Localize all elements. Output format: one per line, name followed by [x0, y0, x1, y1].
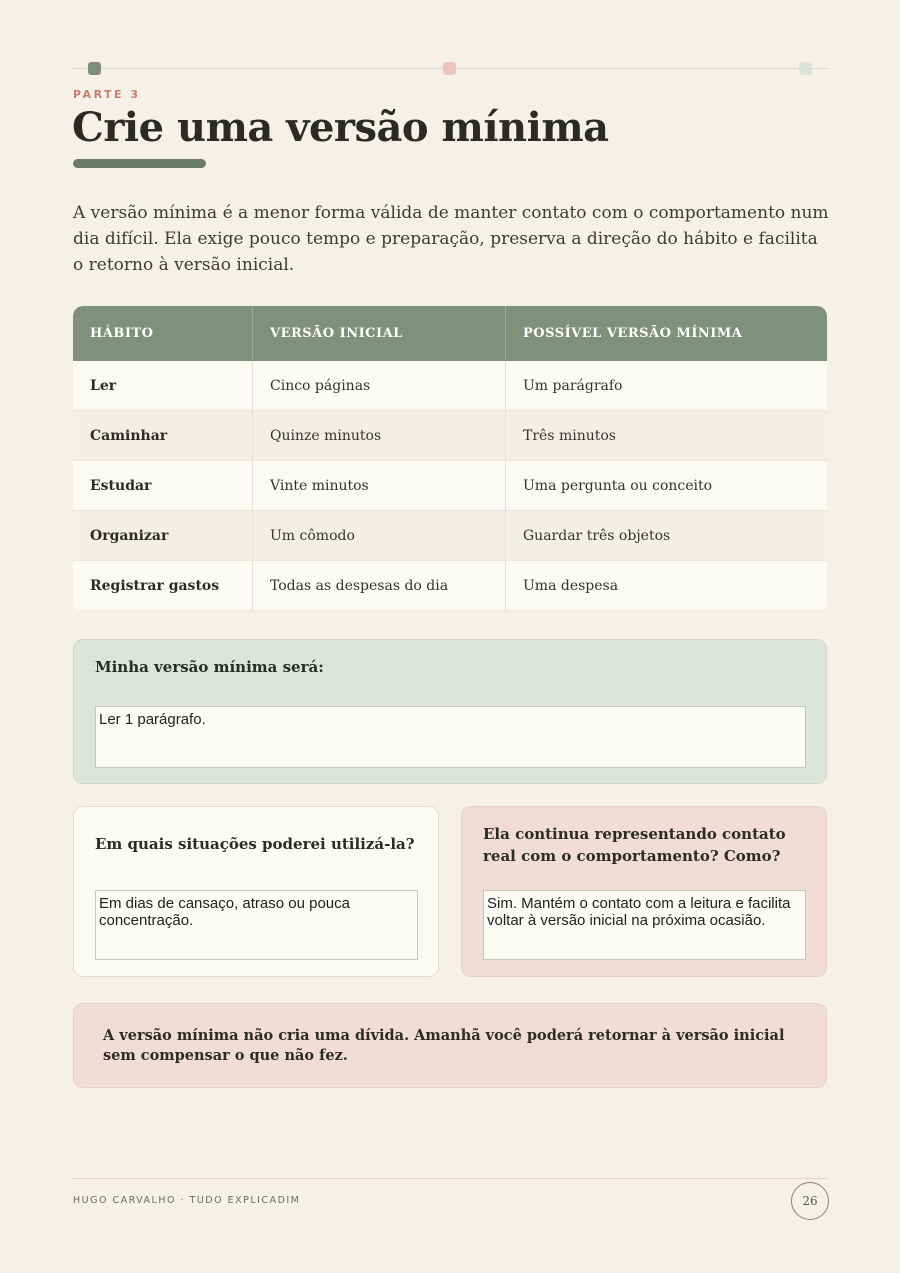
table-cell: Caminhar [73, 411, 253, 460]
table-cell: Uma despesa [523, 577, 619, 594]
table-row [73, 361, 827, 411]
table-row [73, 561, 827, 611]
column-header-habit: HÁBITO [73, 306, 253, 361]
page-number: 26 [791, 1182, 829, 1220]
situations-label: Em quais situações poderei utilizá-la? [95, 835, 415, 853]
title-underline [73, 159, 206, 168]
minimal-version-box [73, 639, 827, 784]
pink-square-marker [443, 62, 456, 75]
habits-table [73, 306, 827, 611]
footer-divider [73, 1178, 827, 1179]
column-header-initial-version: VERSÃO INICIAL [253, 306, 506, 361]
table-cell: Um cômodo [253, 511, 506, 560]
table-cell: Uma pergunta ou conceito [523, 477, 713, 494]
table-row [73, 411, 827, 461]
section-kicker: PARTE 3 [73, 88, 141, 101]
minimal-version-field[interactable]: Ler 1 parágrafo. [95, 706, 806, 768]
situations-field[interactable]: Em dias de cansaço, atraso ou pouca concentração. [95, 890, 418, 960]
green-square-marker [88, 62, 101, 75]
light-green-square-marker [799, 62, 812, 75]
table-row [73, 511, 827, 561]
note-box [73, 1003, 827, 1088]
page-title: Crie uma versão mínima [72, 104, 609, 151]
table-cell: Vinte minutos [253, 461, 506, 510]
table-body [73, 361, 827, 611]
real-contact-label: Ela continua representando contato real com o comportamento? Como? [483, 825, 786, 865]
decorative-header-line [73, 62, 828, 76]
real-contact-box [461, 806, 827, 977]
column-header-minimal-version: POSSÍVEL VERSÃO MÍNIMA [523, 326, 743, 341]
intro-paragraph: A versão mínima é a menor forma válida de manter contato com o comportamento num dia difícil. Ela exige pouco tempo e preparação, preserva a direção do hábito e facilita o retorno à versão inicial. [73, 203, 829, 275]
table-row [73, 461, 827, 511]
table-cell: Ler [73, 361, 253, 410]
table-cell: Três minutos [523, 427, 616, 444]
table-cell: Organizar [73, 511, 253, 560]
real-contact-field[interactable]: Sim. Mantém o contato com a leitura e facilita voltar à versão inicial na próxima ocasião. [483, 890, 806, 960]
situations-box [73, 806, 439, 977]
note-text: A versão mínima não cria uma dívida. Amanhã você poderá retornar à versão inicial sem compensar o que não fez. [103, 1027, 785, 1064]
minimal-version-label: Minha versão mínima será: [95, 658, 324, 676]
table-cell: Cinco páginas [253, 361, 506, 410]
table-cell: Todas as despesas do dia [253, 561, 506, 610]
table-cell: Um parágrafo [523, 377, 623, 394]
table-cell: Estudar [73, 461, 253, 510]
table-header [73, 306, 827, 361]
footer-author: HUGO CARVALHO · TUDO EXPLICADIM [73, 1195, 301, 1206]
table-cell: Guardar três objetos [523, 527, 671, 544]
table-cell: Registrar gastos [73, 561, 253, 610]
table-cell: Quinze minutos [253, 411, 506, 460]
